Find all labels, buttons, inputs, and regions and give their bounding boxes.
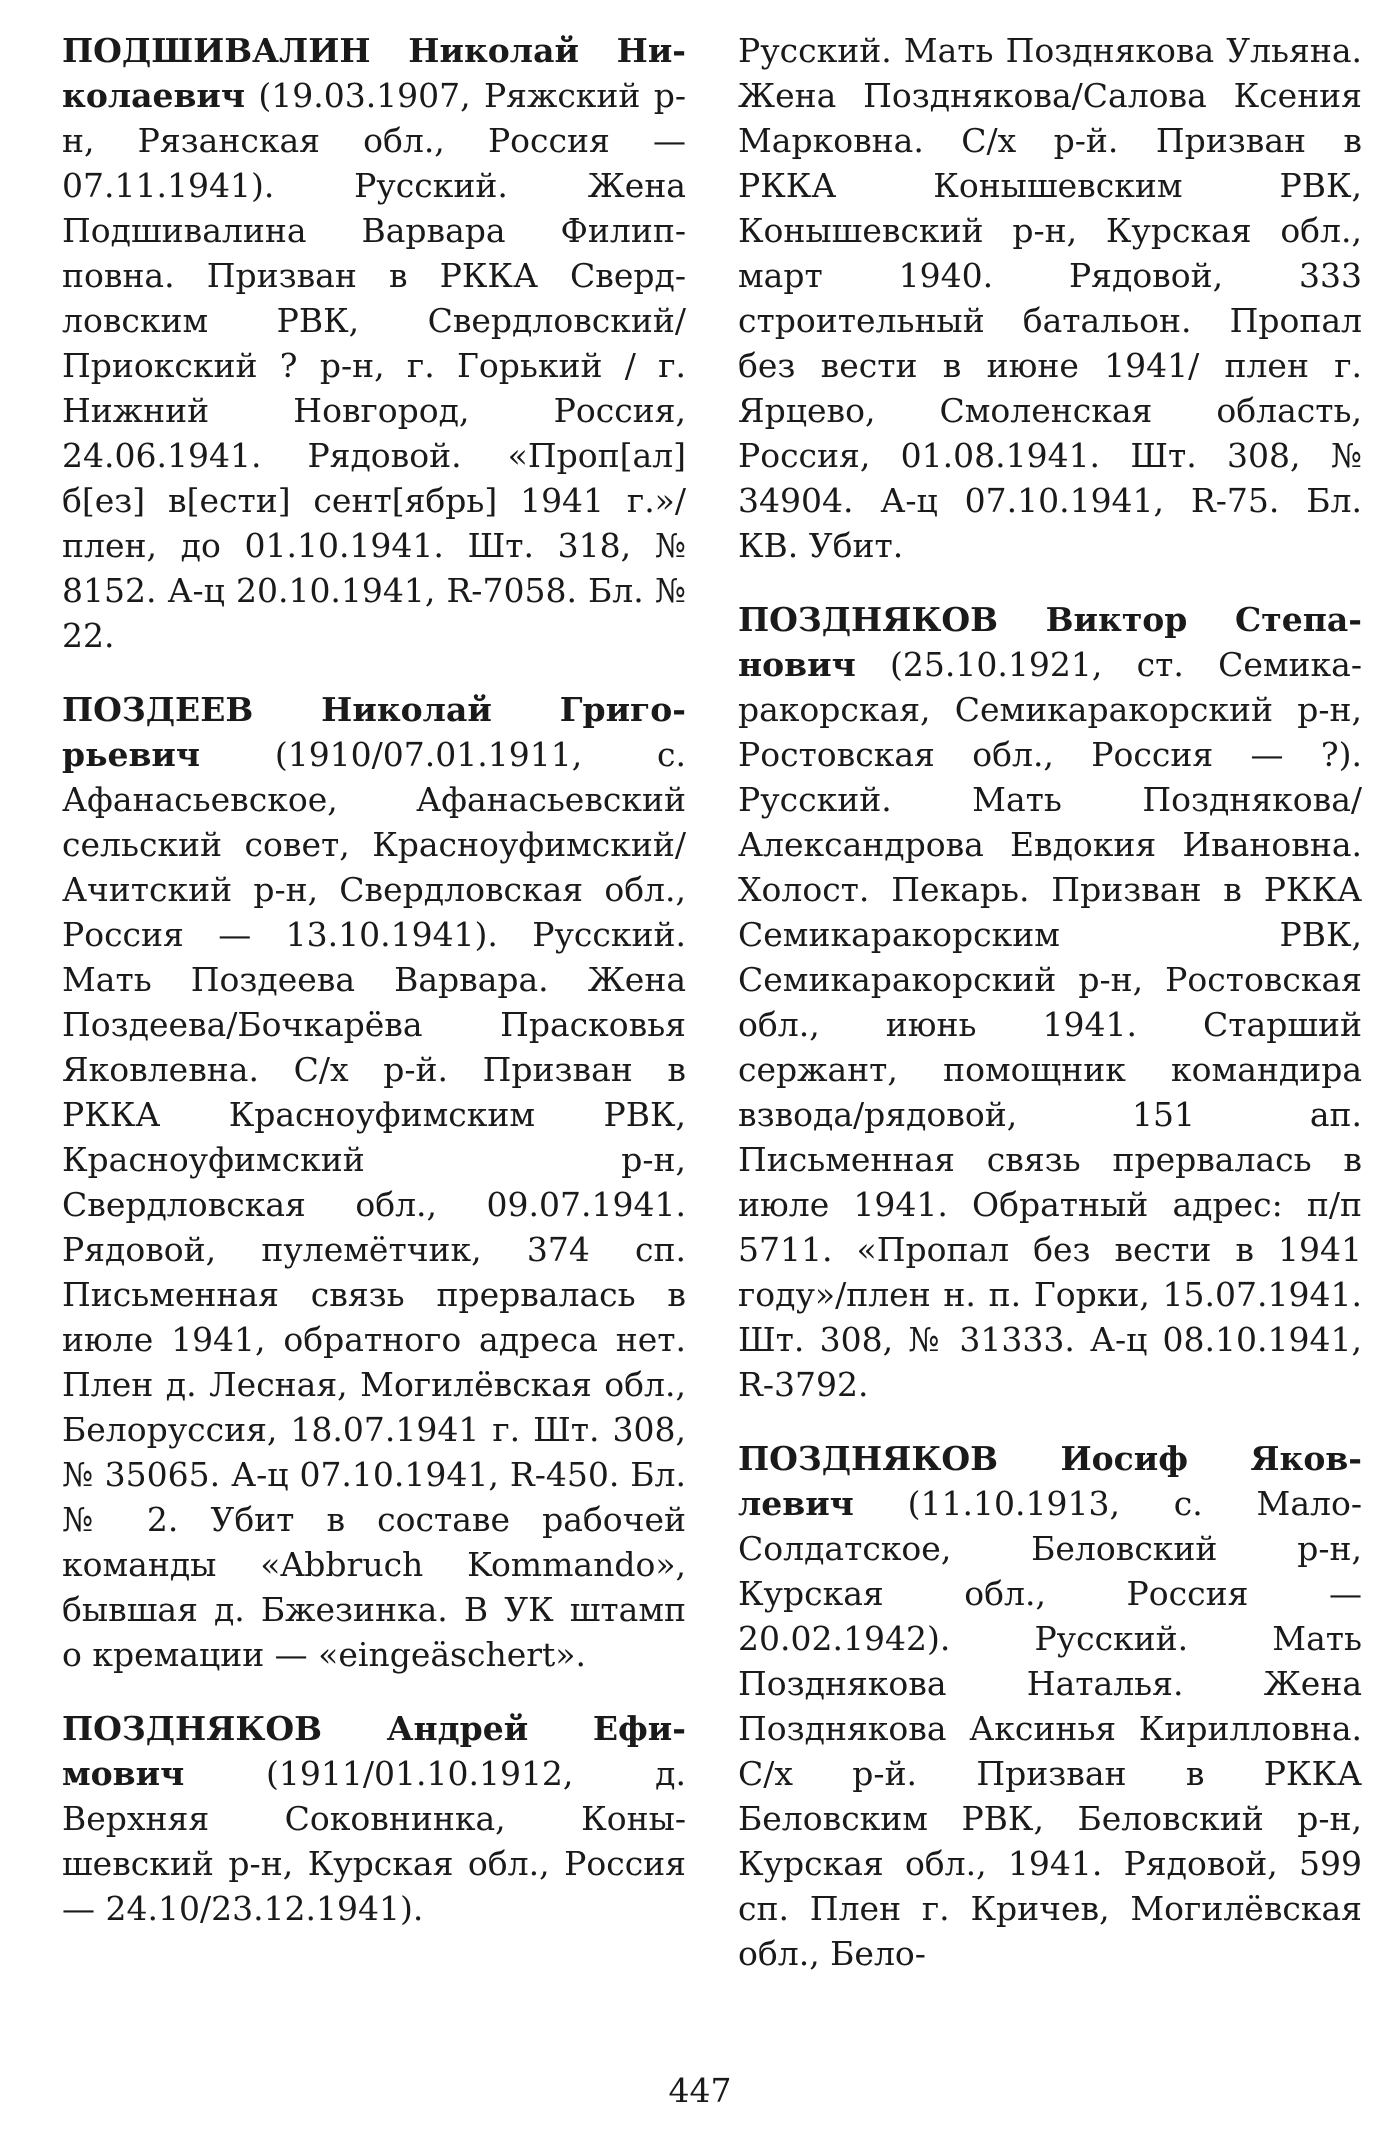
entry-text: (1911/01.10.1912, д. Верхняя Соковнинка, Конышевский р-н, Курская обл., Россия — 24.10/23.12.1941).	[62, 1754, 686, 1928]
entry-text: (19.03.1907, Ряжский р-н, Рязанская обл., Россия — 07.11.1941). Русский. Жена Подшивалина Варвара Филипповна. Призван в РККА Свердловским РВК, Свердловский/ Приокский ? р-н, г. Горький / г. Нижний Новгород, Россия, 24.06.1941. Рядовой. «Проп[ал] б[ез] в[ести] сент[ябрь] 1941 г.»/ плен, до 01.10.1941. Шт. 318, № 8152. А-ц 20.10.1941, R-7058. Бл. № 22.	[62, 76, 686, 655]
entry-name: ПОДШИВАЛИН Николай Николаевич	[62, 31, 686, 115]
entry-name: ПОЗДНЯКОВ Андрей Ефимович	[62, 1709, 686, 1793]
entry-name: ПОЗДНЯКОВ Иосиф Яковлевич	[738, 1439, 1362, 1523]
entry-pozdnyakov-viktor	[738, 597, 1362, 1407]
entry-podshivalin	[62, 28, 686, 658]
entry-pozdeev	[62, 687, 686, 1677]
right-column	[738, 28, 1362, 2005]
entry-text: (25.10.1921, ст. Семикаракорская, Семикаракорский р-н, Ростовская обл., Россия — ?). Русский. Мать Позднякова/Александрова Евдокия Ивановна. Холост. Пекарь. Призван в РККА Семикаракорским РВК, Семикаракорский р-н, Ростовская обл., июнь 1941. Старший сержант, помощник командира взвода/рядовой, 151 ап. Письменная связь прервалась в июле 1941. Обратный адрес: п/п 5711. «Пропал без вести в 1941 году»/плен н. п. Горки, 15.07.1941. Шт. 308, № 31333. А-ц 08.10.1941, R-3792.	[738, 645, 1362, 1404]
entry-pozdnyakov-iosif	[738, 1436, 1362, 1976]
entry-text: (11.10.1913, с. МалоСолдатское, Беловский р-н, Курская обл., Россия — 20.02.1942). Русский. Мать Позднякова Наталья. Жена Позднякова Аксинья Кирилловна. С/х р-й. Призван в РККА Беловским РВК, Беловский р-н, Курская обл., 1941. Рядовой, 599 сп. Плен г. Кричев, Могилёвская обл., Бело-	[738, 1484, 1362, 1973]
entry-name: ПОЗДНЯКОВ Виктор Степанович	[738, 600, 1362, 684]
entry-text: Русский. Мать Позднякова Ульяна. Жена Позднякова/Салова Ксения Марковна. С/х р-й. Призван в РККА Конышевским РВК, Конышевский р-н, Курская обл., март 1940. Рядовой, 333 строительный батальон. Пропал без вести в июне 1941/ плен г. Ярцево, Смоленская область, Россия, 01.08.1941. Шт. 308, № 34904. А-ц 07.10.1941, R-75. Бл. КВ. Убит.	[738, 31, 1362, 565]
text-columns	[62, 28, 1362, 2005]
entry-name: ПОЗДЕЕВ Николай Григорьевич	[62, 690, 686, 774]
entry-pozdnyakov-andrey-continued	[738, 28, 1362, 568]
entry-pozdnyakov-andrey	[62, 1706, 686, 1931]
entry-text: (1910/07.01.1911, с. Афанасьевское, Афанасьевский сельский совет, Красноуфимский/Ачитский р-н, Свердловская обл., Россия — 13.10.1941). Русский. Мать Поздеева Варвара. Жена Поздеева/Бочкарёва Прасковья Яковлевна. С/х р-й. Призван в РККА Красноуфимским РВК, Красноуфимский р-н, Свердловская обл., 09.07.1941. Рядовой, пулемётчик, 374 сп. Письменная связь прервалась в июле 1941, обратного адреса нет. Плен д. Лесная, Могилёвская обл., Белоруссия, 18.07.1941 г. Шт. 308, № 35065. А-ц 07.10.1941, R-450. Бл. № 2. Убит в составе рабочей команды «Abbruch Kommando», бывшая д. Бжезинка. В УК штамп о кремации — «eingeäschert».	[62, 735, 686, 1674]
left-column	[62, 28, 686, 2005]
page-number: 447	[668, 2071, 732, 2110]
